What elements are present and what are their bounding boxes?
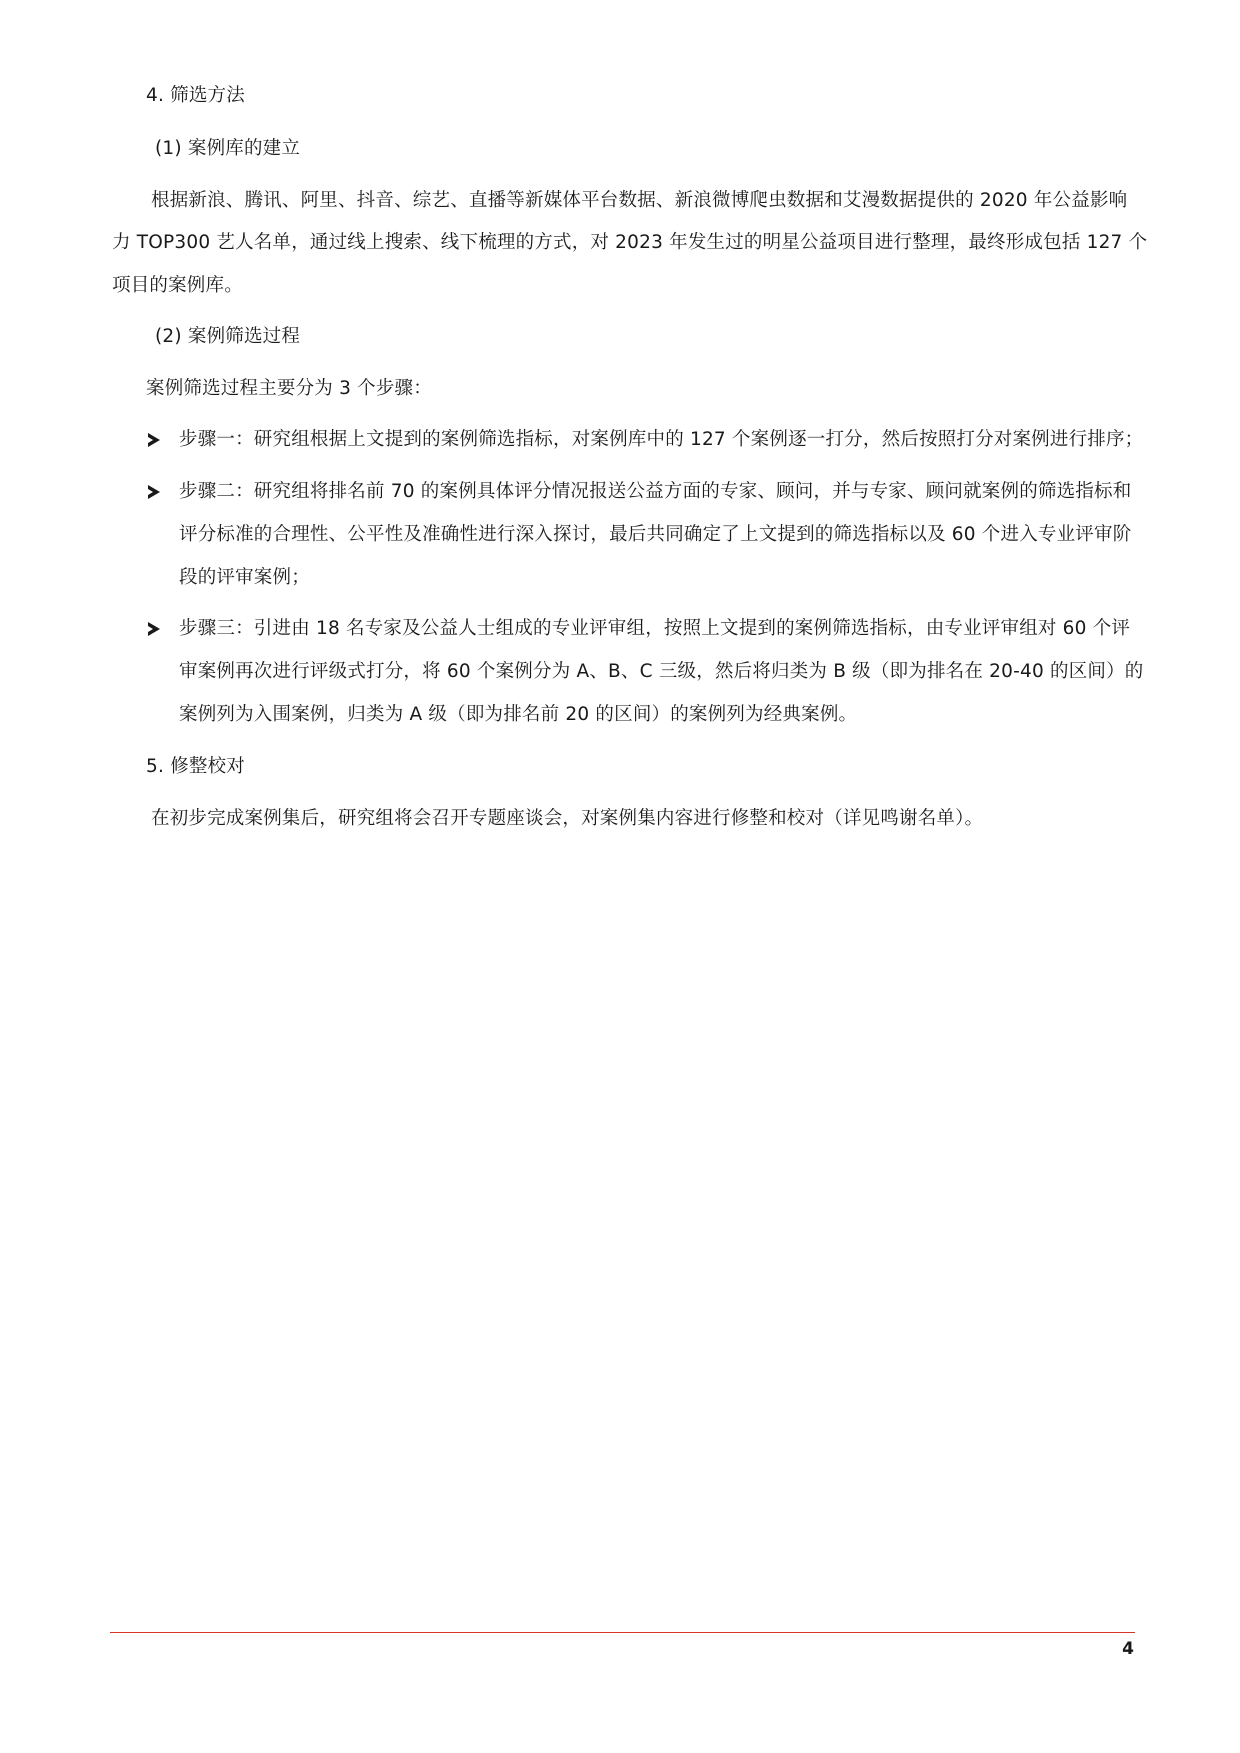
arrow-bullet-icon [148,485,160,499]
step-2-line: 评分标准的合理性、公平性及准确性进行深入探讨，最后共同确定了上文提到的筛选指标以及 60 个进入专业评审阶 [179,524,1132,545]
step-3-line: 案例列为入围案例，归类为 A 级（即为排名前 20 的区间）的案例列为经典案例。 [179,704,858,725]
paragraph-line: 项目的案例库。 [112,275,243,296]
paragraph-line: 根据新浪、腾讯、阿里、抖音、综艺、直播等新媒体平台数据、新浪微博爬虫数据和艾漫数据提供的 2020 年公益影响 [151,190,1128,211]
paragraph-line: 力 TOP300 艺人名单，通过线上搜索、线下梳理的方式，对 2023 年发生过的明星公益项目进行整理，最终形成包括 127 个 [112,232,1148,253]
section-4-heading: 4. 筛选方法 [146,85,245,106]
steps-intro: 案例筛选过程主要分为 3 个步骤： [146,378,432,399]
subsection-1-heading: (1) 案例库的建立 [155,138,301,159]
step-3-line: 审案例再次进行评级式打分，将 60 个案例分为 A、B、C 三级，然后将归类为 B 级（即为排名在 20-40 的区间）的 [179,661,1144,682]
section-5-paragraph: 在初步完成案例集后，研究组将会召开专题座谈会，对案例集内容进行修整和校对（详见鸣谢名单）。 [151,808,984,829]
arrow-bullet-icon [148,622,160,636]
subsection-2-heading: (2) 案例筛选过程 [155,326,301,347]
step-3-line: 步骤三：引进由 18 名专家及公益人士组成的专业评审组，按照上文提到的案例筛选指标，由专业评审组对 60 个评 [179,618,1131,639]
section-5-heading: 5. 修整校对 [146,756,245,777]
step-2-line: 步骤二：研究组将排名前 70 的案例具体评分情况报送公益方面的专家、顾问，并与专家、顾问就案例的筛选指标和 [179,481,1132,502]
arrow-bullet-icon [148,433,160,447]
page-number: 4 [1122,1639,1134,1659]
step-1-line: 步骤一：研究组根据上文提到的案例筛选指标，对案例库中的 127 个案例逐一打分，然后按照打分对案例进行排序； [179,429,1144,450]
footer-divider [110,1632,1135,1633]
step-2-line: 段的评审案例； [179,567,310,588]
